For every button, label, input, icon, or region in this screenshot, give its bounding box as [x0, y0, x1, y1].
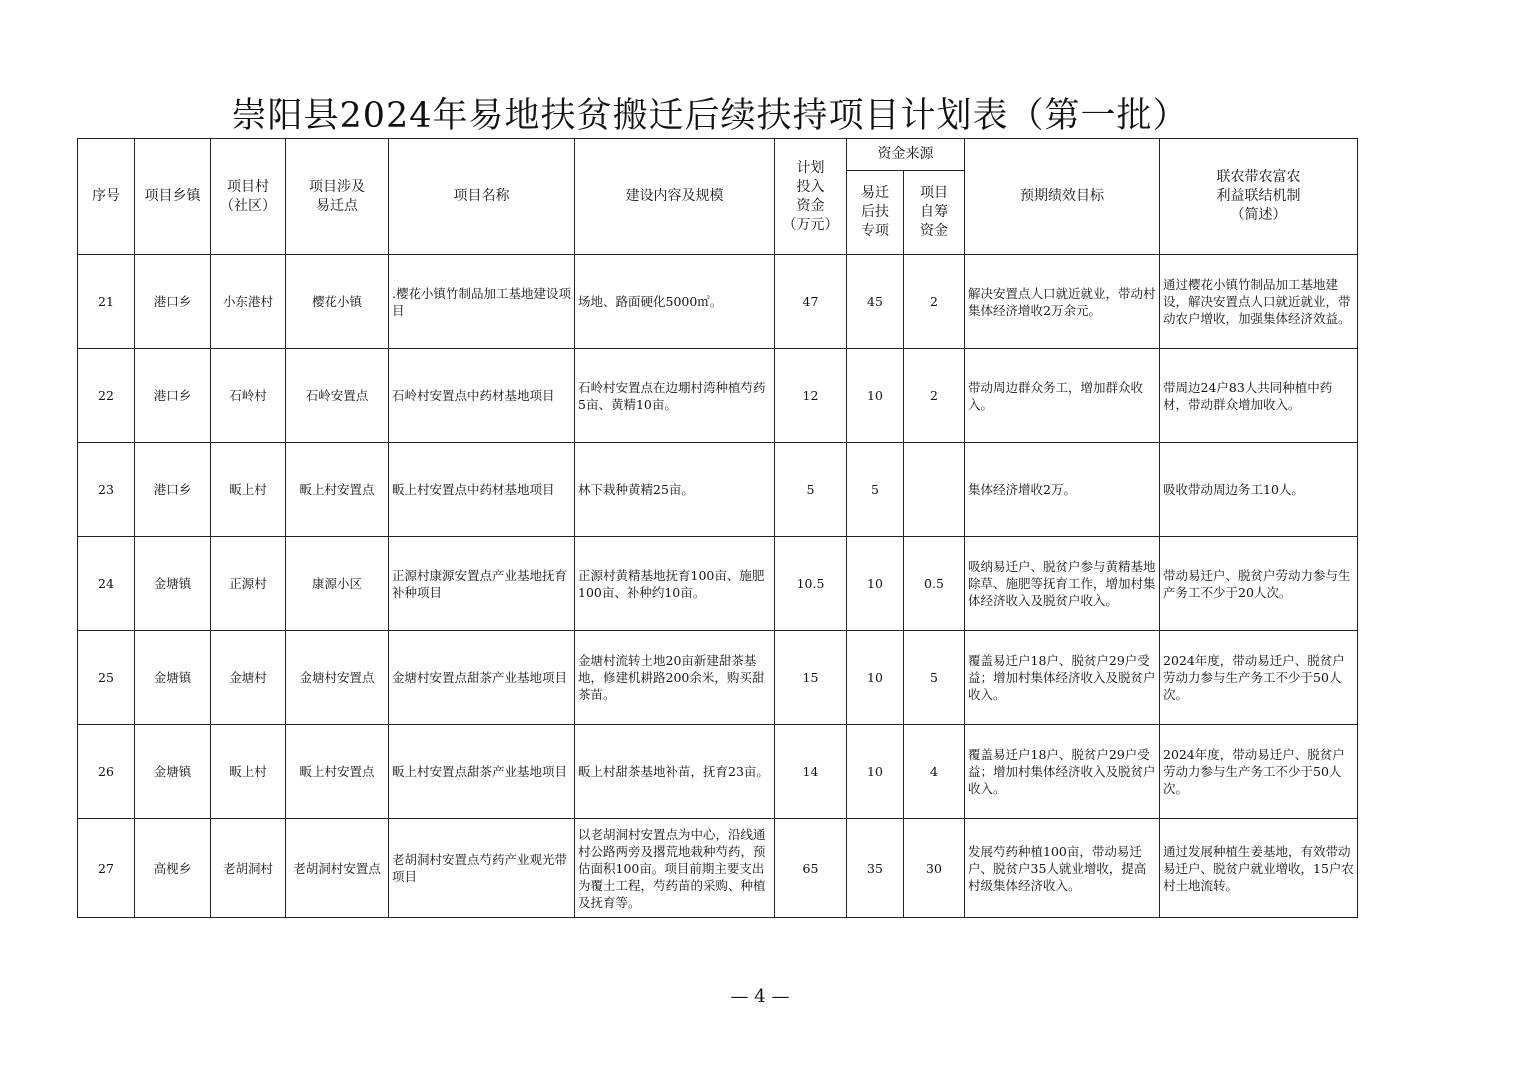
- cell-name: 畈上村安置点中药材基地项目: [389, 443, 575, 537]
- cell-mechanism: 吸收带动周边务工10人。: [1160, 443, 1358, 537]
- cell-seq: 23: [78, 443, 135, 537]
- cell-invest: 47: [775, 255, 847, 349]
- cell-village: 畈上村: [211, 725, 286, 819]
- cell-content: 畈上村甜茶基地补苗，抚育23亩。: [575, 725, 775, 819]
- cell-goal: 发展芍药种植100亩，带动易迁户、脱贫户35人就业增收，提高村级集体经济收入。: [965, 819, 1160, 918]
- cell-site: 樱花小镇: [286, 255, 389, 349]
- cell-seq: 24: [78, 537, 135, 631]
- cell-township: 港口乡: [135, 349, 211, 443]
- cell-seq: 25: [78, 631, 135, 725]
- cell-invest: 10.5: [775, 537, 847, 631]
- cell-name: .樱花小镇竹制品加工基地建设项目: [389, 255, 575, 349]
- cell-content: 林下栽种黄精25亩。: [575, 443, 775, 537]
- cell-seq: 22: [78, 349, 135, 443]
- cell-invest: 12: [775, 349, 847, 443]
- cell-special: 45: [847, 255, 904, 349]
- cell-self: 4: [904, 725, 965, 819]
- cell-goal: 吸纳易迁户、脱贫户参与黄精基地除草、施肥等抚育工作，增加村集体经济收入及脱贫户收入。: [965, 537, 1160, 631]
- cell-goal: 带动周边群众务工，增加群众收入。: [965, 349, 1160, 443]
- cell-self: 2: [904, 349, 965, 443]
- project-plan-table: [77, 138, 1358, 918]
- cell-site: 金塘村安置点: [286, 631, 389, 725]
- header-site: 项目涉及 易迁点: [286, 139, 389, 255]
- cell-village: 石岭村: [211, 349, 286, 443]
- cell-content: 以老胡洞村安置点为中心，沿线通村公路两旁及撂荒地栽种芍药，预估面积100亩。项目前期主要支出为覆土工程，芍药苗的采购、种植及抚育等。: [575, 819, 775, 918]
- cell-mechanism: 通过发展种植生姜基地，有效带动易迁户、脱贫户就业增收，15户农村土地流转。: [1160, 819, 1358, 918]
- cell-goal: 覆盖易迁户18户、脱贫户29户受益；增加村集体经济收入及脱贫户收入。: [965, 725, 1160, 819]
- cell-self: 2: [904, 255, 965, 349]
- cell-mechanism: 带动易迁户、脱贫户劳动力参与生产务工不少于20人次。: [1160, 537, 1358, 631]
- table-row: [78, 631, 1358, 725]
- header-content: 建设内容及规模: [575, 139, 775, 255]
- cell-seq: 21: [78, 255, 135, 349]
- page-number: — 4 —: [730, 986, 790, 1007]
- cell-site: 畈上村安置点: [286, 443, 389, 537]
- cell-township: 金塘镇: [135, 631, 211, 725]
- cell-township: 金塘镇: [135, 725, 211, 819]
- cell-content: 正源村黄精基地抚育100亩、施肥100亩、补种约10亩。: [575, 537, 775, 631]
- cell-special: 10: [847, 349, 904, 443]
- cell-goal: 解决安置点人口就近就业，带动村集体经济增收2万余元。: [965, 255, 1160, 349]
- cell-invest: 5: [775, 443, 847, 537]
- cell-goal: 覆盖易迁户18户、脱贫户29户受益；增加村集体经济收入及脱贫户收入。: [965, 631, 1160, 725]
- cell-township: 港口乡: [135, 443, 211, 537]
- table-row: [78, 443, 1358, 537]
- table-row: [78, 725, 1358, 819]
- header-row: [78, 139, 1358, 171]
- cell-name: 金塘村安置点甜茶产业基地项目: [389, 631, 575, 725]
- cell-invest: 15: [775, 631, 847, 725]
- table-row: [78, 819, 1358, 918]
- cell-mechanism: 通过樱花小镇竹制品加工基地建设，解决安置点人口就近就业，带动农户增收，加强集体经济效益。: [1160, 255, 1358, 349]
- cell-site: 石岭安置点: [286, 349, 389, 443]
- cell-township: 高枧乡: [135, 819, 211, 918]
- cell-mechanism: 带周边24户83人共同种植中药材，带动群众增加收入。: [1160, 349, 1358, 443]
- cell-name: 老胡洞村安置点芍药产业观光带项目: [389, 819, 575, 918]
- table-row: [78, 537, 1358, 631]
- cell-village: 老胡洞村: [211, 819, 286, 918]
- cell-invest: 14: [775, 725, 847, 819]
- cell-self: 0.5: [904, 537, 965, 631]
- header-source: 资金来源: [847, 139, 965, 171]
- cell-village: 正源村: [211, 537, 286, 631]
- cell-seq: 26: [78, 725, 135, 819]
- page-title: 崇阳县2024年易地扶贫搬迁后续扶持项目计划表（第一批）: [231, 96, 1189, 136]
- cell-site: 康源小区: [286, 537, 389, 631]
- table-row: [78, 349, 1358, 443]
- cell-self: [904, 443, 965, 537]
- cell-content: 金塘村流转土地20亩新建甜茶基地，修建机耕路200余米，购买甜茶苗。: [575, 631, 775, 725]
- header-mechanism: 联农带农富农 利益联结机制 （简述）: [1160, 139, 1358, 255]
- cell-goal: 集体经济增收2万。: [965, 443, 1160, 537]
- cell-special: 10: [847, 725, 904, 819]
- cell-self: 5: [904, 631, 965, 725]
- cell-content: 场地、路面硬化5000㎡。: [575, 255, 775, 349]
- header-self: 项目 自筹 资金: [904, 171, 965, 255]
- header-village: 项目村 （社区）: [211, 139, 286, 255]
- header-goal: 预期绩效目标: [965, 139, 1160, 255]
- cell-township: 港口乡: [135, 255, 211, 349]
- cell-village: 小东港村: [211, 255, 286, 349]
- cell-invest: 65: [775, 819, 847, 918]
- cell-self: 30: [904, 819, 965, 918]
- header-special: 易迁 后扶 专项: [847, 171, 904, 255]
- cell-site: 畈上村安置点: [286, 725, 389, 819]
- table-row: [78, 255, 1358, 349]
- cell-special: 5: [847, 443, 904, 537]
- header-township: 项目乡镇: [135, 139, 211, 255]
- cell-site: 老胡洞村安置点: [286, 819, 389, 918]
- cell-special: 10: [847, 631, 904, 725]
- cell-name: 正源村康源安置点产业基地抚育补种项目: [389, 537, 575, 631]
- header-seq: 序号: [78, 139, 135, 255]
- cell-mechanism: 2024年度，带动易迁户、脱贫户劳动力参与生产务工不少于50人次。: [1160, 631, 1358, 725]
- cell-special: 10: [847, 537, 904, 631]
- cell-village: 金塘村: [211, 631, 286, 725]
- cell-name: 石岭村安置点中药材基地项目: [389, 349, 575, 443]
- cell-mechanism: 2024年度，带动易迁户、脱贫户劳动力参与生产务工不少于50人次。: [1160, 725, 1358, 819]
- cell-village: 畈上村: [211, 443, 286, 537]
- cell-name: 畈上村安置点甜茶产业基地项目: [389, 725, 575, 819]
- header-name: 项目名称: [389, 139, 575, 255]
- cell-content: 石岭村安置点在边堋村湾种植芍药5亩、黄精10亩。: [575, 349, 775, 443]
- cell-special: 35: [847, 819, 904, 918]
- cell-seq: 27: [78, 819, 135, 918]
- header-invest: 计划 投入 资金 （万元）: [775, 139, 847, 255]
- cell-township: 金塘镇: [135, 537, 211, 631]
